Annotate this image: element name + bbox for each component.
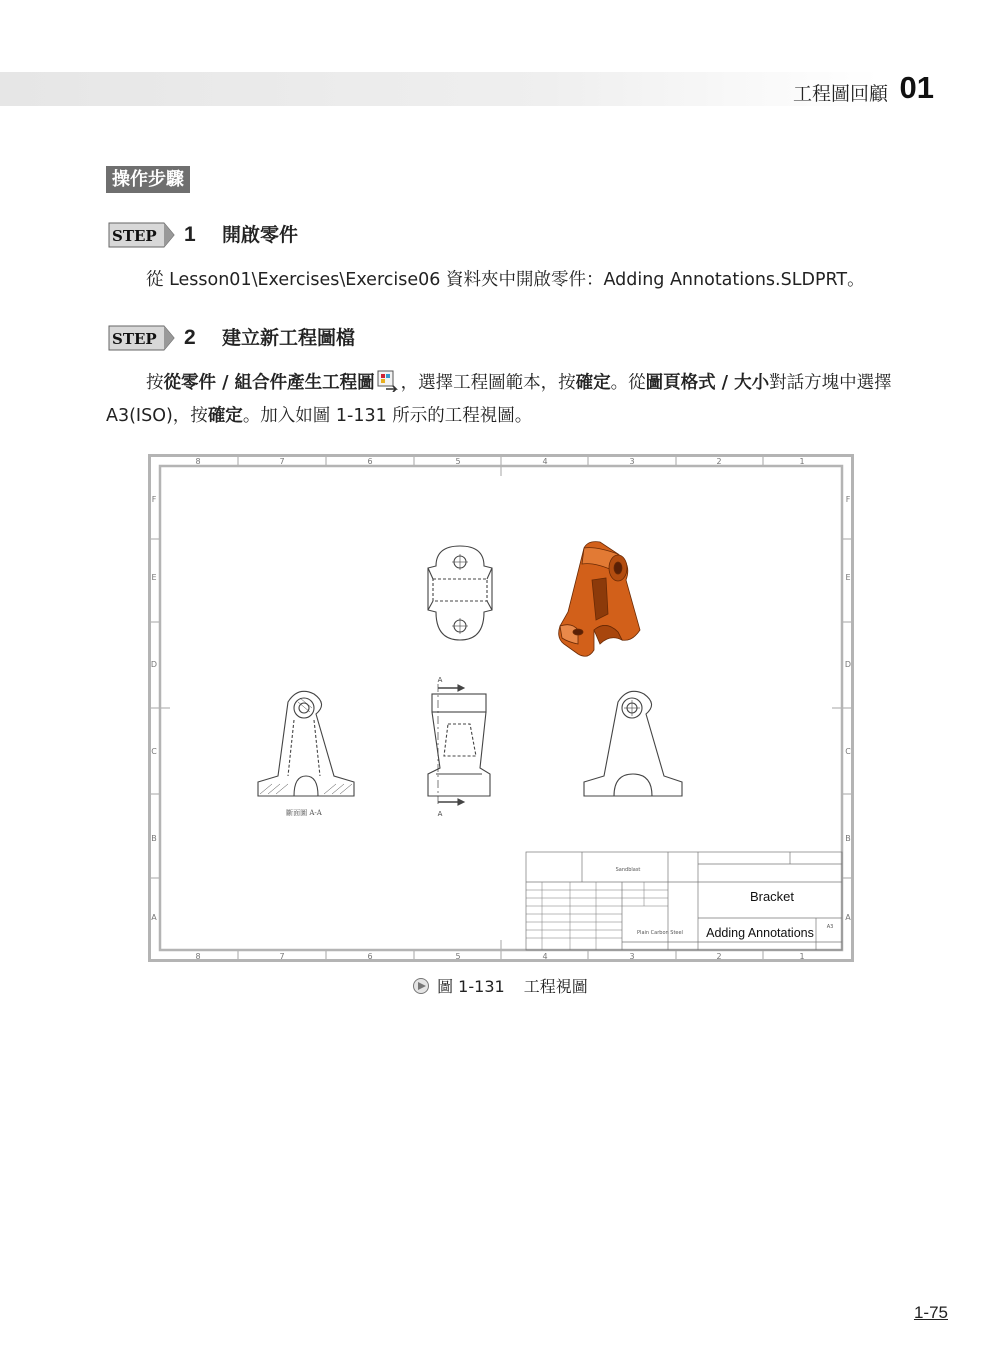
step-1-text: 從 Lesson01\Exercises\Exercise06 資料夾中開啟零件：Adding Annotations.SLDPRT。 <box>146 270 865 290</box>
zone-label: 3 <box>629 457 635 466</box>
zone-label: 4 <box>542 952 548 961</box>
zone-label: F <box>845 495 851 504</box>
step-title: 開啟零件 <box>222 224 299 246</box>
finish-value: Sandblast <box>615 867 641 873</box>
chapter-number: 01 <box>899 70 934 105</box>
zone-label: 6 <box>367 952 373 961</box>
zone-label: D <box>844 660 852 669</box>
zone-label: 3 <box>629 952 635 961</box>
caption-bullet-icon <box>412 977 432 995</box>
engineering-drawing-figure <box>148 454 854 962</box>
zone-label: 6 <box>367 457 373 466</box>
figure-caption <box>412 975 588 999</box>
step-2-text: 按從零件 / 組合件產生工程圖 ，選擇工程圖範本，按確定。從圖頁格式 / 大小對話方塊中選擇 A3(ISO)，按確定。加入如圖 1-131 所示的工程視圖。 <box>106 367 906 433</box>
sheet-frame-outer <box>150 456 853 961</box>
zone-label: 8 <box>195 952 201 961</box>
drawing-name: Adding Annotations <box>706 926 814 940</box>
page-number: 1-75 <box>913 1303 948 1322</box>
chapter-title: 工程圖回顧 <box>792 83 888 105</box>
zone-label: 4 <box>542 457 548 466</box>
zone-label: B <box>845 834 851 843</box>
zone-label: E <box>845 573 851 582</box>
make-drawing-icon <box>377 370 399 392</box>
step-badge-text: STEP <box>112 330 157 348</box>
zone-label: 1 <box>799 952 805 961</box>
zone-label: D <box>150 660 158 669</box>
caption-label: 圖 1-131 <box>437 977 505 996</box>
caption-text: 工程視圖 <box>523 977 588 996</box>
zone-label: 5 <box>455 952 461 961</box>
drawing-title: Bracket <box>749 889 795 904</box>
zone-label: A <box>151 913 157 922</box>
section-view-label: 斷面圖 A-A <box>286 809 322 817</box>
section-marker-bottom: A <box>437 810 443 818</box>
section-marker-top: A <box>437 676 443 684</box>
sheet-size: A3 <box>826 924 834 930</box>
step-number: 2 <box>184 326 196 349</box>
zone-label: 2 <box>716 457 722 466</box>
zone-label: C <box>845 747 851 756</box>
zone-label: 7 <box>279 952 285 961</box>
zone-label: 1 <box>799 457 805 466</box>
material-value: Plain Carbon Steel <box>637 930 683 936</box>
zone-label: F <box>151 495 157 504</box>
section-label: 操作步驟 <box>106 166 190 193</box>
zone-label: 7 <box>279 457 285 466</box>
step-number: 1 <box>184 223 196 246</box>
step-badge-icon <box>108 220 176 250</box>
zone-label: A <box>845 913 851 922</box>
zone-label: 8 <box>195 457 201 466</box>
step-badge-text: STEP <box>112 227 157 245</box>
zone-label: B <box>151 834 157 843</box>
zone-label: 5 <box>455 457 461 466</box>
step-title: 建立新工程圖檔 <box>222 327 356 349</box>
step-badge-icon <box>108 323 176 353</box>
zone-label: C <box>151 747 157 756</box>
zone-label: E <box>151 573 157 582</box>
zone-label: 2 <box>716 952 722 961</box>
